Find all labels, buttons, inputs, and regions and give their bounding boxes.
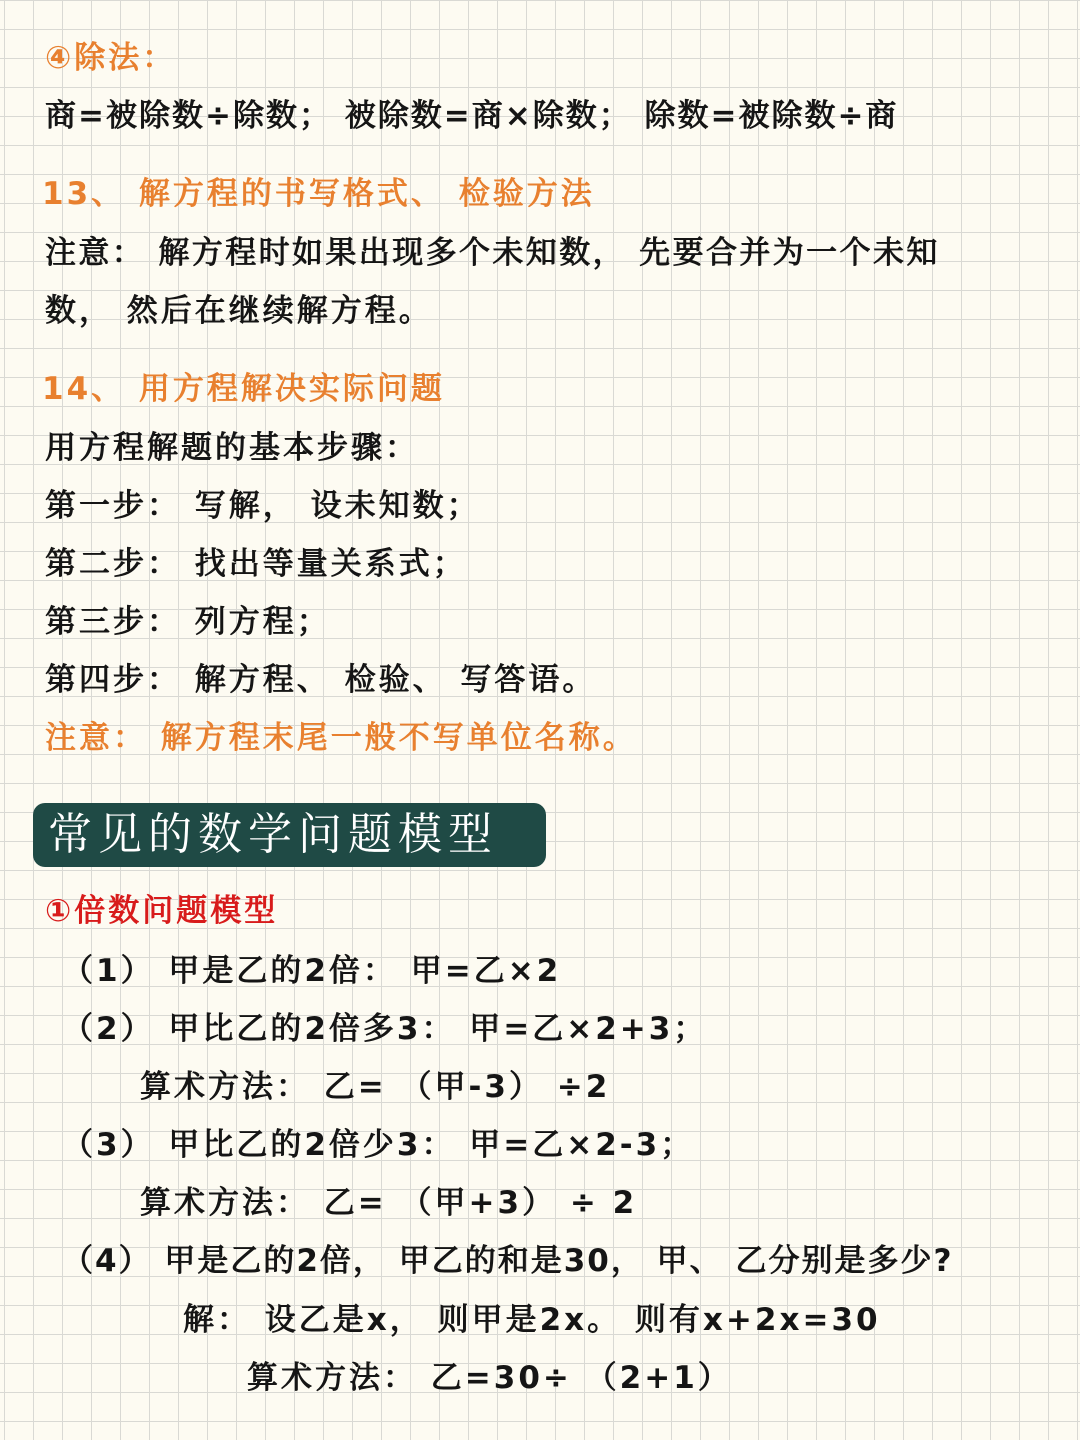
section13-note-line2: 数， 然后在继续解方程。 xyxy=(45,293,433,329)
model-line: 解： 设乙是x， 则甲是2x。 则有x+2x=30 xyxy=(183,1302,881,1338)
model-line: （1） 甲是乙的2倍： 甲=乙×2 xyxy=(62,953,562,989)
section14-warning: 注意： 解方程末尾一般不写单位名称。 xyxy=(45,720,637,756)
section13-heading: 13、 解方程的书写格式、 检验方法 xyxy=(42,176,595,212)
section13-note-line1: 注意： 解方程时如果出现多个未知数， 先要合并为一个未知 xyxy=(45,235,940,271)
step-item: 第二步： 找出等量关系式； xyxy=(45,546,467,582)
model-line: 算术方法： 乙=30÷ （2+1） xyxy=(247,1360,732,1396)
model-line: （2） 甲比乙的2倍多3： 甲=乙×2+3； xyxy=(62,1011,708,1047)
division-heading: ④除法： xyxy=(45,40,177,76)
model-line: 算术方法： 乙= （甲+3） ÷ 2 xyxy=(140,1185,638,1221)
model-line: （3） 甲比乙的2倍少3： 甲=乙×2-3； xyxy=(62,1127,695,1163)
division-formula: 商=被除数÷除数； 被除数=商×除数； 除数=被除数÷商 xyxy=(45,98,899,134)
step-item: 第三步： 列方程； xyxy=(45,604,331,640)
model1-heading: ①倍数问题模型 xyxy=(45,893,279,929)
section14-heading: 14、 用方程解决实际问题 xyxy=(42,371,445,407)
model-line: （4） 甲是乙的2倍， 甲乙的和是30， 甲、 乙分别是多少? xyxy=(62,1243,954,1279)
step-item: 第一步： 写解， 设未知数； xyxy=(45,488,481,524)
section14-intro: 用方程解题的基本步骤： xyxy=(45,430,419,466)
step-item: 第四步： 解方程、 检验、 写答语。 xyxy=(45,662,597,698)
model-line: 算术方法： 乙= （甲-3） ÷2 xyxy=(140,1069,611,1105)
banner-title: 常见的数学问题模型 xyxy=(48,809,498,860)
